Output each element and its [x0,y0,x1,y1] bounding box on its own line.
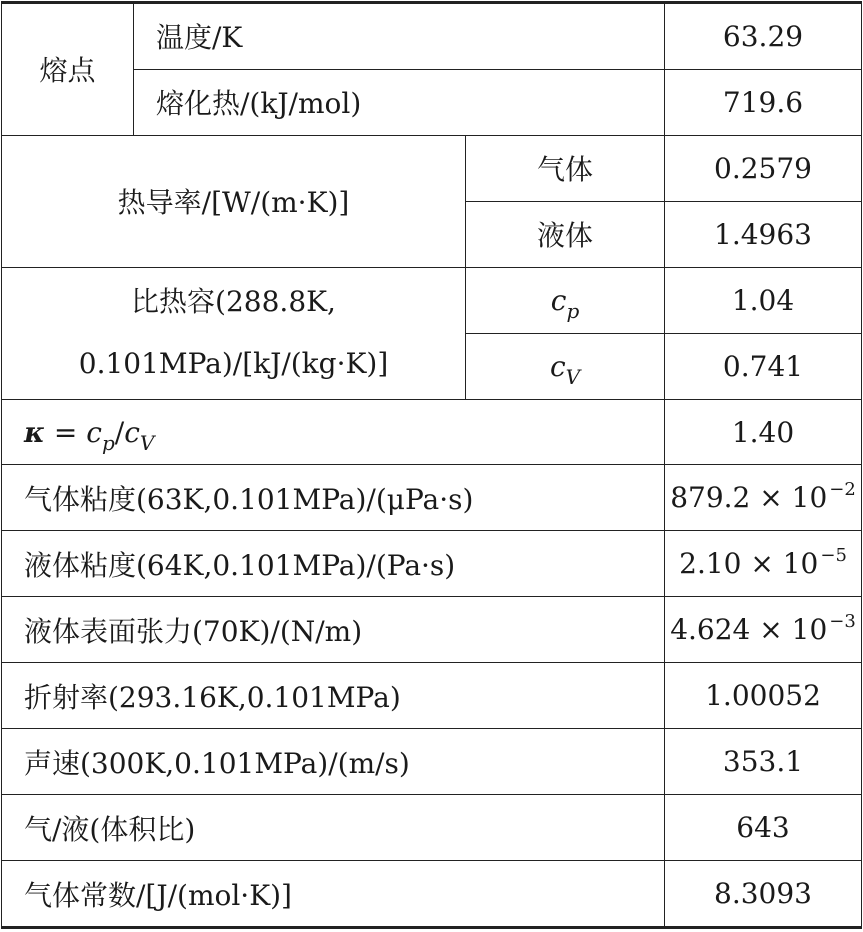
cp-symbol: $c_p$ [466,267,665,333]
melting-point-label: 熔点 [2,3,134,136]
table-row [2,3,862,70]
liquid-viscosity-label: 液体粘度(64K,0.101MPa)/(Pa·s) [2,531,665,597]
surface-tension-value: 4.624 × 10 $^{-3}$ [665,597,862,663]
cp-value: 1.04 [665,267,862,333]
cv-symbol: $c_V$ [466,333,665,399]
sound-speed-label: 声速(300K,0.101MPa)/(m/s) [2,729,665,795]
kappa-label: $\kappa = c_p/c_V$ [2,399,665,465]
gas-liquid-ratio-label: 气/液(体积比) [2,795,665,861]
temperature-label: 温度/K [134,3,665,70]
kappa-value: 1.40 [665,399,862,465]
gas-constant-label: 气体常数/[J/(mol·K)] [2,861,665,928]
table-row [2,663,862,729]
gas-thermal-conductivity-value: 0.2579 [665,135,862,201]
table-row [2,531,862,597]
temperature-value: 63.29 [665,3,862,70]
liquid-label: 液体 [466,201,665,267]
cv-value: 0.741 [665,333,862,399]
table-row [2,795,862,861]
gas-constant-value: 8.3093 [665,861,862,928]
table-row [2,729,862,795]
specific-heat-label-line1: 比热容(288.8K, [131,285,336,319]
gas-viscosity-label: 气体粘度(63K,0.101MPa)/(μPa·s) [2,465,665,531]
fusion-heat-label: 熔化热/(kJ/mol) [134,69,665,135]
table-row [2,135,862,201]
specific-heat-label-line2: 0.101MPa)/[kJ/(kg·K)] [78,347,389,381]
fusion-heat-value: 719.6 [665,69,862,135]
table-row [2,267,862,333]
thermal-conductivity-label: 热导率/[W/(m·K)] [2,135,466,267]
table-row [2,597,862,663]
properties-table [1,1,862,929]
liquid-viscosity-value: 2.10 × 10 $^{-5}$ [665,531,862,597]
sound-speed-value: 353.1 [665,729,862,795]
table-row [2,465,862,531]
gas-liquid-ratio-value: 643 [665,795,862,861]
table-row [2,861,862,928]
surface-tension-label: 液体表面张力(70K)/(N/m) [2,597,665,663]
refractive-index-value: 1.00052 [665,663,862,729]
liquid-thermal-conductivity-value: 1.4963 [665,201,862,267]
gas-label: 气体 [466,135,665,201]
refractive-index-label: 折射率(293.16K,0.101MPa) [2,663,665,729]
specific-heat-label [2,267,466,399]
gas-viscosity-value: 879.2 × 10 $^{-2}$ [665,465,862,531]
table-row [2,399,862,465]
